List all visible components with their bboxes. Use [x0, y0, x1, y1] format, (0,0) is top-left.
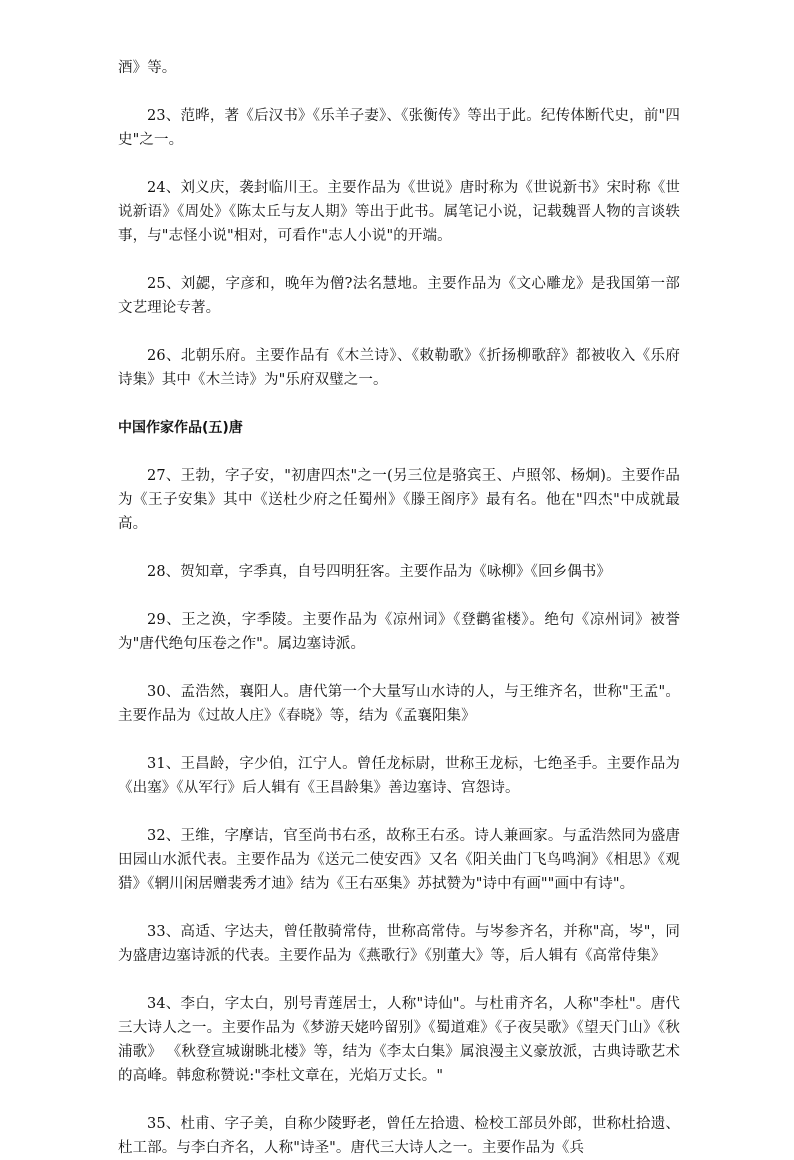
lead-fragment: 酒》等。 — [118, 60, 177, 76]
paragraph-25: 25、刘勰，字彦和，晚年为僧?法名慧地。主要作品为《文心雕龙》是我国第一部文艺理论专著。 — [118, 276, 680, 316]
paragraph-27: 27、王勃，字子安，"初唐四杰"之一(另三位是骆宾王、卢照邻、杨炯)。主要作品为《王子安集》其中《送杜少府之任蜀州》《滕王阁序》最有名。他在"四杰"中成就最高。 — [118, 468, 680, 532]
paragraph-35: 35、杜甫、字子美，自称少陵野老，曾任左拾遗、检校工部员外郎，世称杜拾遗、杜工部。与李白齐名，人称"诗圣"。唐代三大诗人之一。主要作品为《兵 — [118, 1116, 680, 1156]
paragraph-26: 26、北朝乐府。主要作品有《木兰诗》、《敕勒歌》《折扬柳歌辞》都被收入《乐府诗集》其中《木兰诗》为"乐府双璧之一。 — [118, 348, 680, 388]
paragraph-24: 24、刘义庆，袭封临川王。主要作品为《世说》唐时称为《世说新书》宋时称《世说新语》《周处》《陈太丘与友人期》等出于此书。属笔记小说，记载魏晋人物的言谈轶事，与"志怪小说"相对，可看作"志人小说"的开端。 — [118, 180, 680, 244]
paragraph-23: 23、范晔，著《后汉书》《乐羊子妻》、《张衡传》等出于此。纪传体断代史，前"四史"之一。 — [118, 108, 680, 148]
paragraph-29: 29、王之涣，字季陵。主要作品为《凉州词》《登鹳雀楼》。绝句《凉州词》被誉为"唐代绝句压卷之作"。属边塞诗派。 — [118, 612, 680, 652]
paragraph-30: 30、孟浩然，襄阳人。唐代第一个大量写山水诗的人，与王维齐名，世称"王孟"。主要作品为《过故人庄》《春晓》等，结为《孟襄阳集》 — [118, 684, 680, 724]
paragraph-34: 34、李白，字太白，别号青莲居士，人称"诗仙"。与杜甫齐名，人称"李杜"。唐代三大诗人之一。主要作品为《梦游天姥吟留别》《蜀道难》《子夜吴歌》《望天门山》《秋浦歌》 《秋登宣城谢眺北楼》等，结为《李太白集》属浪漫主义豪放派，古典诗歌艺术的高峰。韩愈称赞说:"李杜文章在，光焰万丈长。" — [118, 996, 680, 1084]
document-page — [118, 56, 680, 1160]
paragraph-33: 33、高适、字达夫，曾任散骑常侍，世称高常侍。与岑参齐名，并称"高，岑"，同为盛唐边塞诗派的代表。主要作品为《燕歌行》《别董大》等，后人辑有《高常侍集》 — [118, 924, 680, 964]
paragraph-28: 28、贺知章，字季真，自号四明狂客。主要作品为《咏柳》《回乡偶书》 — [147, 564, 611, 580]
paragraph-31: 31、王昌龄，字少伯，江宁人。曾任龙标尉，世称王龙标，七绝圣手。主要作品为《出塞》《从军行》后人辑有《王昌龄集》善边塞诗、宫怨诗。 — [118, 756, 680, 796]
section-heading: 中国作家作品(五)唐 — [118, 420, 243, 436]
paragraph-32: 32、王维，字摩诘，官至尚书右丞，故称王右丞。诗人兼画家。与孟浩然同为盛唐田园山水派代表。主要作品为《送元二使安西》又名《阳关曲门飞鸟鸣涧》《相思》《观猎》《辋川闲居赠裴秀才迪》结为《王右巫集》苏拭赞为"诗中有画""画中有诗"。 — [118, 828, 680, 892]
